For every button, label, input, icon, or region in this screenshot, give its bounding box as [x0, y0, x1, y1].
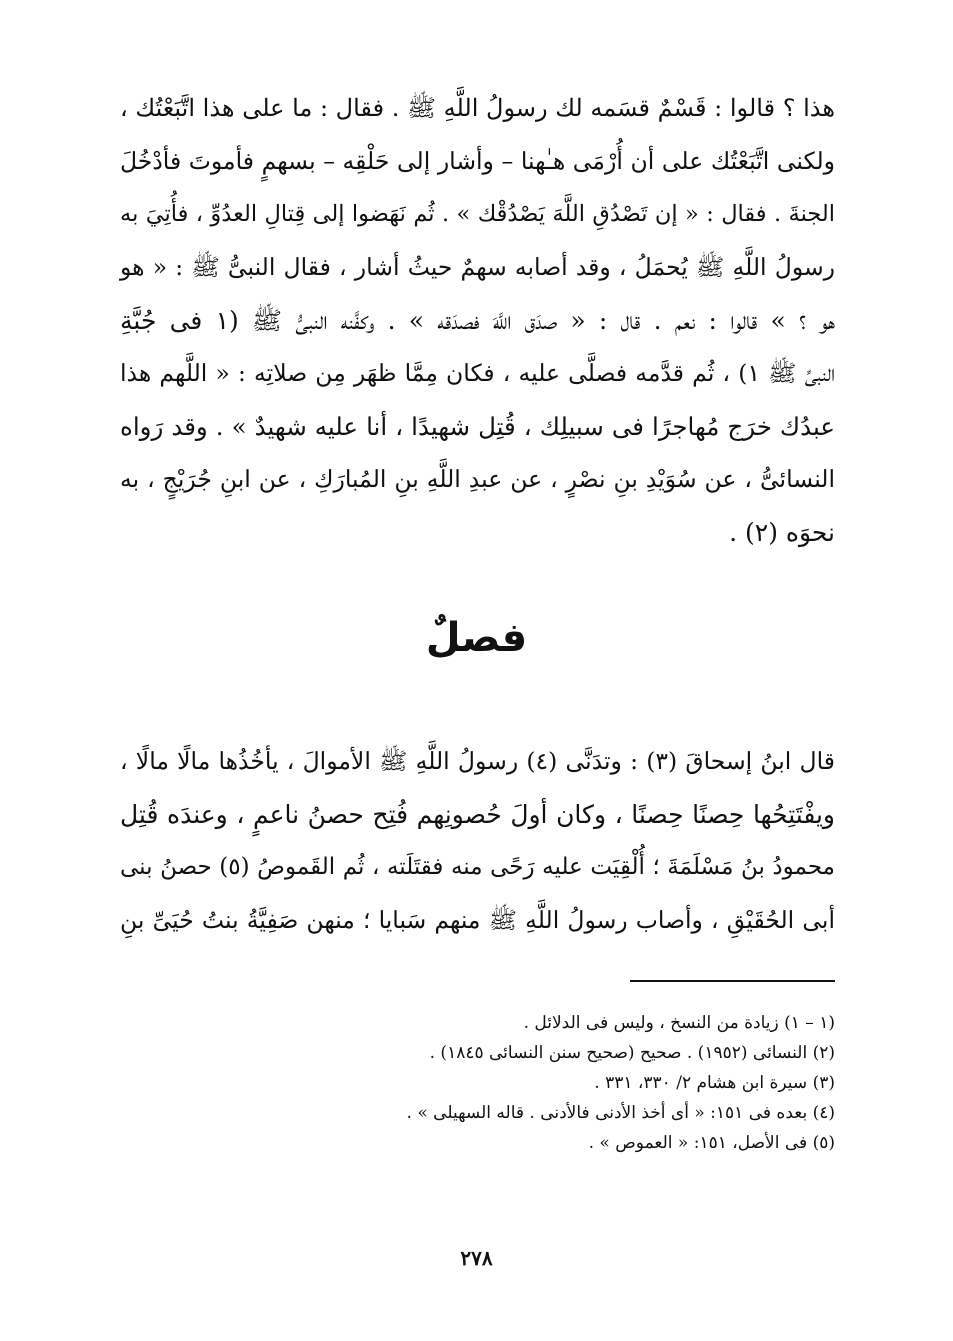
text-line: أبى الحُقَيْقِ ، وأصاب رسولُ اللَّهِ ﷺ منهم سَبايا ؛ منهن صَفِيَّةُ بنتُ حُيَىِّ بنِ: [120, 906, 835, 934]
text-line: هو ؟ » قالوا : نعم . قال : « صدَق اللَّهَ فصدَقه » . وكفَّنه النبىُّ ﷺ (١ فى جُبَّةِ: [120, 306, 835, 335]
footnotes: [120, 1008, 835, 1158]
paragraph-2: [120, 735, 835, 947]
text-line: نحوَه (٢) .: [729, 518, 835, 547]
paragraph-1: [120, 82, 835, 559]
footnote: (٤) بعده فى ١٥١: « أى أخذ الأدنى فالأدنى . قاله السهيلى » .: [406, 1103, 835, 1123]
section-heading: فصلٌ: [425, 615, 528, 661]
text-line: النسائىُّ ، عن سُوَيْدِ بنِ نصْرٍ ، عن عبدِ اللَّهِ بنِ المُبارَكِ ، عن ابنِ جُرَيْجٍ ، به: [120, 465, 835, 493]
footnote: (٢) النسائى (١٩٥٢) . صحيح (صحيح سنن النسائى ١٨٤٥) .: [429, 1043, 835, 1063]
text-line: ولكنى اتَّبَعْتُك على أن أُرْمَى هـٰهنا – وأشار إلى حَلْقِه – بسهمٍ فأموتَ فأدْخُلَ: [120, 147, 835, 175]
footnote: (٥) فى الأصل، ١٥١: « العموص » .: [588, 1133, 835, 1153]
text-line: ويفْتَتِحُها حِصنًا حِصنًا ، وكان أولَ حُصونِهم فُتِح حصنُ ناعمٍ ، وعندَه قُتِل: [120, 800, 835, 829]
page-number: ٢٧٨: [460, 1246, 493, 1270]
text-line: النبىِّ ﷺ ١) ، ثُم قدَّمه فصلَّى عليه ، فكان مِمَّا ظهَر مِن صلاتِه : « اللَّهم هذا: [120, 359, 835, 387]
text-line: قال ابنُ إسحاقَ (٣) : وتدَنَّى (٤) رسولُ اللَّهِ ﷺ الأموالَ ، يأخُذُها مالًا مالًا ،: [120, 747, 835, 775]
footnote: (١ – ١) زيادة من النسخ ، وليس فى الدلائل .: [523, 1013, 835, 1033]
text-line: عبدُك خرَج مُهاجرًا فى سبيلِك ، قُتِل شهيدًا ، أنا عليه شهيدٌ » . وقد رَواه: [120, 412, 835, 441]
text-line: الجنةَ . فقال : « إن تَصْدُقِ اللَّهَ يَصْدُقْك » . ثُم نَهَضوا إلى قِتالِ العدُوِّ ، فأُتِيَ به: [120, 201, 835, 227]
footnote-divider: [630, 980, 835, 982]
text-line: هذا ؟ قالوا : قَسْمٌ قسَمه لك رسولُ اللَّهِ ﷺ . فقال : ما على هذا اتَّبَعْتُك ،: [120, 94, 835, 122]
footnote: (٣) سيرة ابن هشام ٢/ ٣٣٠، ٣٣١ .: [594, 1073, 835, 1093]
text-line: رسولُ اللَّهِ ﷺ يُحمَلُ ، وقد أصابه سهمٌ حيثُ أشار ، فقال النبىُّ ﷺ : « هو: [120, 253, 835, 281]
text-line: محمودُ بنُ مَسْلَمَةَ ؛ أُلْقِيَت عليه رَحًى منه فقتَلَته ، ثُم القَموصُ (٥) حصنُ بنى: [120, 854, 835, 880]
